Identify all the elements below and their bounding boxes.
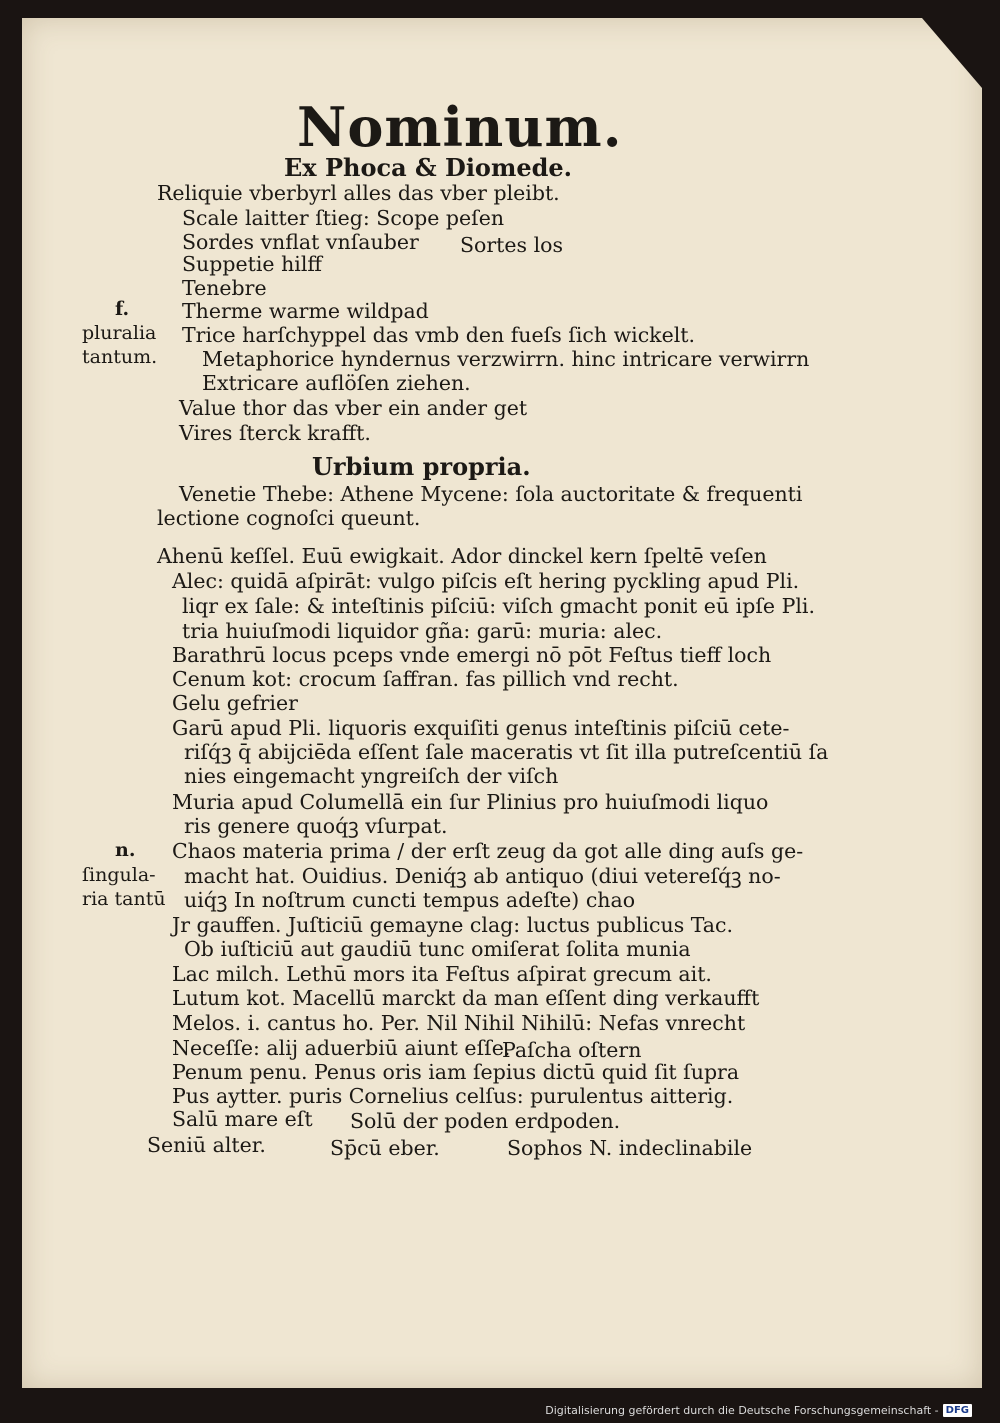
text-line: liqr ex ſale: & inteſtinis piſciū: viſch gmacht ponit eū ipſe Pli. bbox=[182, 594, 815, 618]
text-line: Garū apud Pli. liquoris exquiſiti genus inteſtinis piſciū cete- bbox=[172, 716, 790, 740]
text-line: uiq́ꝫ In noſtrum cuncti tempus adeſte) chao bbox=[184, 888, 636, 912]
text-line: lectione cognoſci queunt. bbox=[157, 506, 421, 530]
text-line: Neceſſe: alij aduerbiū aiunt eſſe. bbox=[172, 1036, 511, 1060]
text-line: Lac milch. Lethū mors ita Feſtus aſpirat grecum ait. bbox=[172, 962, 712, 986]
text-line: Sortes los bbox=[460, 233, 564, 257]
subheading: Ex Phoca & Diomede. bbox=[284, 153, 573, 182]
text-line: Suppetie hilff bbox=[182, 252, 322, 276]
text-line: tria huiuſmodi liquidor gña: garū: muria: alec. bbox=[182, 619, 663, 643]
text-line: Salū mare eſt bbox=[172, 1107, 313, 1131]
text-line: Trice harſchyppel das vmb den fueſs ſich wickelt. bbox=[182, 323, 696, 347]
text-line: Reliquie vberbyrl alles das vber pleibt. bbox=[157, 181, 560, 205]
dfg-logo: DFG bbox=[943, 1404, 972, 1417]
margin-note: ſingula- bbox=[82, 864, 156, 886]
text-line: Solū der poden erdpoden. bbox=[350, 1109, 621, 1133]
text-line: ris genere quoq́ꝫ vſurpat. bbox=[184, 814, 448, 838]
text-line: macht hat. Ouidius. Deniq́ꝫ ab antiquo (diui vetereſq́ꝫ no- bbox=[184, 864, 781, 888]
margin-note: pluralia bbox=[82, 322, 157, 344]
text-line: Lutum kot. Macellū marckt da man eſſent ding verkaufft bbox=[172, 986, 760, 1010]
margin-note: n. bbox=[115, 839, 136, 861]
text-line: Tenebre bbox=[182, 276, 267, 300]
text-line: Jr gauffen. Juſticiū gemayne clag: luctus publicus Tac. bbox=[172, 913, 734, 937]
footer-credit bbox=[545, 1404, 972, 1417]
margin-note: tantum. bbox=[82, 346, 158, 368]
text-line: Pus aytter. puris Cornelius celſus: purulentus aitterig. bbox=[172, 1084, 734, 1108]
text-line: Cenum kot: crocum ſaffran. fas pillich vnd recht. bbox=[172, 667, 679, 691]
section-heading: Urbium propria. bbox=[312, 452, 531, 481]
text-line: Barathrū locus pceps vnde emergi nō pōt Feſtus tieff loch bbox=[172, 643, 772, 667]
text-line: Paſcha oſtern bbox=[502, 1038, 642, 1062]
text-line: Ahenū keſſel. Euū ewigkait. Ador dinckel kern ſpeltē veſen bbox=[157, 544, 767, 568]
margin-note: f. bbox=[115, 298, 130, 320]
text-line: Chaos materia prima / der erſt zeug da got alle ding auſs ge- bbox=[172, 839, 804, 863]
text-line: Venetie Thebe: Athene Mycene: ſola auctoritate & frequenti bbox=[179, 482, 803, 506]
text-line: Scale laitter ſtieg: Scope peſen bbox=[182, 206, 505, 230]
footer-text: Digitalisierung gefördert durch die Deutsche Forschungsgemeinschaft - bbox=[545, 1404, 939, 1417]
text-line: Penum penu. Penus oris iam ſepius dictū quid ſit ſupra bbox=[172, 1060, 740, 1084]
page-heading: Nominum. bbox=[297, 95, 623, 159]
text-line: Vires ſterck krafft. bbox=[179, 421, 371, 445]
folded-corner bbox=[922, 18, 982, 88]
text-line: Sophos N. indeclinabile bbox=[507, 1136, 753, 1160]
book-page bbox=[22, 18, 982, 1388]
text-line: Muria apud Columellā ein ſur Plinius pro huiuſmodi liquo bbox=[172, 790, 769, 814]
text-line: Sordes vnflat vnſauber bbox=[182, 230, 419, 254]
text-line: Ob iuſticiū aut gaudiū tunc omiſerat ſolita munia bbox=[184, 937, 691, 961]
text-line: Extricare auflöſen ziehen. bbox=[202, 371, 471, 395]
text-line: Therme warme wildpad bbox=[182, 299, 429, 323]
text-line: Seniū alter. bbox=[147, 1133, 266, 1157]
text-line: Sp̄cū eber. bbox=[330, 1136, 440, 1160]
text-line: Metaphorice hyndernus verzwirrn. hinc intricare verwirrn bbox=[202, 347, 810, 371]
text-line: nies eingemacht yngreiſch der viſch bbox=[184, 764, 559, 788]
text-line: Melos. i. cantus ho. Per. Nil Nihil Nihilū: Nefas vnrecht bbox=[172, 1011, 746, 1035]
text-line: Value thor das vber ein ander get bbox=[179, 396, 528, 420]
text-line: Gelu gefrier bbox=[172, 691, 298, 715]
text-line: Alec: quidā aſpirāt: vulgo piſcis eſt hering pyckling apud Pli. bbox=[172, 569, 800, 593]
margin-note: ria tantū bbox=[82, 888, 166, 910]
text-line: riſq́ꝫ q̄ abijciēda eſſent ſale maceratis vt ſit illa putreſcentiū ſa bbox=[184, 740, 829, 764]
